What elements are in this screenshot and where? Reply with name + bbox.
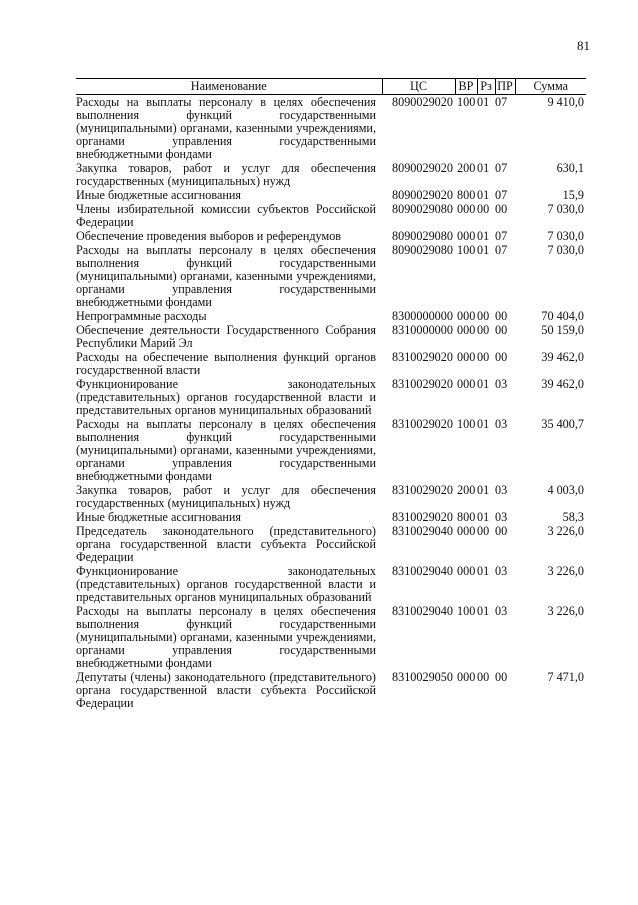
row-name <box>76 95 382 162</box>
row-rz: 00 <box>477 670 490 684</box>
row-name-text: Иные бюджетные ассигнования <box>76 510 242 524</box>
table-row <box>76 95 586 162</box>
table-row <box>76 161 586 188</box>
table-row <box>76 564 586 604</box>
row-vr: 200 <box>457 483 476 497</box>
row-vr: 100 <box>457 95 476 109</box>
budget-table <box>76 78 586 710</box>
row-sum: 9 410,0 <box>547 95 584 109</box>
row-rz: 01 <box>477 377 490 391</box>
row-name-text: Расходы на выплаты персоналу в целях обеспечения выполнения функций государственными (муниципальными) органами, казенными учреждениями, органами управления государственными внебюджетными фондами <box>76 417 376 483</box>
row-cs: 8090029080 <box>392 243 453 257</box>
row-name-text: Непрограммные расходы <box>76 309 207 323</box>
row-pr: 03 <box>495 417 508 431</box>
table-row <box>76 309 586 323</box>
table-body <box>76 95 586 711</box>
table-row <box>76 483 586 510</box>
row-cs: 8310029040 <box>392 564 453 578</box>
row-sum: 15,9 <box>562 188 584 202</box>
row-rz: 00 <box>477 524 490 538</box>
row-vr: 100 <box>457 604 476 618</box>
row-cs: 8310000000 <box>392 323 453 337</box>
row-vr: 000 <box>457 350 476 364</box>
row-rz: 01 <box>477 483 490 497</box>
row-vr: 000 <box>457 202 476 216</box>
table-header-row <box>76 79 586 95</box>
row-cs: 8310029020 <box>392 510 453 524</box>
row-rz: 00 <box>477 350 490 364</box>
row-name-text: Функционирование законодательных (представительных) органов государственной власти и представительных органов муниципальных образований <box>76 564 376 604</box>
row-pr: 07 <box>495 188 508 202</box>
row-name <box>76 202 382 229</box>
row-name <box>76 323 382 350</box>
row-rz: 01 <box>477 510 490 524</box>
row-sum: 4 003,0 <box>547 483 584 497</box>
row-name <box>76 670 382 710</box>
header-cs: ЦС <box>382 79 455 95</box>
row-sum: 39 462,0 <box>541 377 584 391</box>
row-sum: 3 226,0 <box>547 604 584 618</box>
row-pr: 00 <box>495 323 508 337</box>
row-sum: 7 030,0 <box>547 243 584 257</box>
row-rz: 01 <box>477 161 490 175</box>
row-pr: 07 <box>495 229 508 243</box>
table-row <box>76 377 586 417</box>
row-cs: 8310029020 <box>392 350 453 364</box>
table-row <box>76 604 586 670</box>
row-rz: 01 <box>477 604 490 618</box>
row-name-text: Расходы на выплаты персоналу в целях обеспечения выполнения функций государственными (муниципальными) органами, казенными учреждениями, органами управления государственными внебюджетными фондами <box>76 95 376 161</box>
row-rz: 00 <box>477 202 490 216</box>
row-vr: 000 <box>457 323 476 337</box>
page-number: 81 <box>577 38 590 53</box>
row-name <box>76 510 382 524</box>
row-vr: 100 <box>457 243 476 257</box>
row-name <box>76 161 382 188</box>
row-cs: 8310029020 <box>392 377 453 391</box>
table-row <box>76 350 586 377</box>
header-vr: ВР <box>455 79 477 95</box>
row-cs: 8310029020 <box>392 483 453 497</box>
row-name <box>76 483 382 510</box>
row-pr: 03 <box>495 510 508 524</box>
row-pr: 07 <box>495 95 508 109</box>
row-name-text: Иные бюджетные ассигнования <box>76 188 242 202</box>
row-sum: 35 400,7 <box>541 417 584 431</box>
table-row <box>76 323 586 350</box>
row-name-text: Закупка товаров, работ и услуг для обеспечения государственных (муниципальных) нужд <box>76 161 376 188</box>
row-pr: 00 <box>495 670 508 684</box>
row-name-text: Обеспечение проведения выборов и референдумов <box>76 229 342 243</box>
row-sum: 7 030,0 <box>547 202 584 216</box>
row-name-text: Обеспечение деятельности Государственного Собрания Республики Марий Эл <box>76 323 376 350</box>
row-sum: 7 471,0 <box>547 670 584 684</box>
row-vr: 000 <box>457 229 476 243</box>
row-pr: 03 <box>495 564 508 578</box>
row-pr: 00 <box>495 524 508 538</box>
row-rz: 01 <box>477 417 490 431</box>
table-row <box>76 417 586 483</box>
header-rz: Рз <box>477 79 495 95</box>
row-cs: 8090029080 <box>392 202 453 216</box>
row-vr: 000 <box>457 524 476 538</box>
row-cs: 8090029080 <box>392 229 453 243</box>
row-name <box>76 188 382 202</box>
row-cs: 8310029050 <box>392 670 453 684</box>
row-cs: 8310029040 <box>392 604 453 618</box>
row-name <box>76 243 382 309</box>
row-name-text: Закупка товаров, работ и услуг для обеспечения государственных (муниципальных) нужд <box>76 483 376 510</box>
table-row <box>76 188 586 202</box>
header-sum: Сумма <box>515 79 586 95</box>
row-pr: 07 <box>495 243 508 257</box>
row-cs: 8090029020 <box>392 95 453 109</box>
row-name-text: Расходы на выплаты персоналу в целях обеспечения выполнения функций государственными (муниципальными) органами, казенными учреждениями, органами управления государственными внебюджетными фондами <box>76 604 376 670</box>
row-sum: 7 030,0 <box>547 229 584 243</box>
row-name-text: Расходы на обеспечение выполнения функций органов государственной власти <box>76 350 376 377</box>
row-sum: 3 226,0 <box>547 524 584 538</box>
table-row <box>76 524 586 564</box>
row-vr: 000 <box>457 377 476 391</box>
row-vr: 000 <box>457 670 476 684</box>
row-vr: 800 <box>457 510 476 524</box>
row-rz: 01 <box>477 188 490 202</box>
row-vr: 000 <box>457 309 476 323</box>
row-rz: 00 <box>477 309 490 323</box>
row-name <box>76 229 382 243</box>
row-pr: 07 <box>495 161 508 175</box>
row-pr: 03 <box>495 604 508 618</box>
row-pr: 03 <box>495 377 508 391</box>
row-pr: 00 <box>495 202 508 216</box>
row-name <box>76 604 382 670</box>
row-rz: 01 <box>477 243 490 257</box>
row-pr: 00 <box>495 350 508 364</box>
table-row <box>76 202 586 229</box>
row-cs: 8310029040 <box>392 524 453 538</box>
row-cs: 8310029020 <box>392 417 453 431</box>
row-name <box>76 564 382 604</box>
row-rz: 00 <box>477 323 490 337</box>
row-vr: 100 <box>457 417 476 431</box>
row-sum: 39 462,0 <box>541 350 584 364</box>
header-pr: ПР <box>495 79 515 95</box>
row-rz: 01 <box>477 229 490 243</box>
row-name <box>76 417 382 483</box>
table-row <box>76 229 586 243</box>
row-name <box>76 350 382 377</box>
row-pr: 00 <box>495 309 508 323</box>
row-vr: 200 <box>457 161 476 175</box>
row-vr: 000 <box>457 564 476 578</box>
row-rz: 01 <box>477 95 490 109</box>
row-rz: 01 <box>477 564 490 578</box>
table-row <box>76 243 586 309</box>
header-name: Наименование <box>76 79 382 95</box>
row-name-text: Председатель законодательного (представительного) органа государственной власти субъекта Российской Федерации <box>76 524 376 564</box>
row-sum: 50 159,0 <box>541 323 584 337</box>
row-name <box>76 309 382 323</box>
row-name <box>76 524 382 564</box>
row-sum: 70 404,0 <box>541 309 584 323</box>
table-row <box>76 510 586 524</box>
row-pr: 03 <box>495 483 508 497</box>
row-cs: 8090029020 <box>392 188 453 202</box>
row-name <box>76 377 382 417</box>
row-name-text: Депутаты (члены) законодательного (представительного) органа государственной власти субъекта Российской Федерации <box>76 670 376 710</box>
row-sum: 3 226,0 <box>547 564 584 578</box>
row-cs: 8300000000 <box>392 309 453 323</box>
row-sum: 630,1 <box>556 161 584 175</box>
row-name-text: Расходы на выплаты персоналу в целях обеспечения выполнения функций государственными (муниципальными) органами, казенными учреждениями, органами управления государственными внебюджетными фондами <box>76 243 376 309</box>
row-vr: 800 <box>457 188 476 202</box>
table-row <box>76 670 586 710</box>
row-name-text: Члены избирательной комиссии субъектов Российской Федерации <box>76 202 376 229</box>
row-sum: 58,3 <box>562 510 584 524</box>
row-cs: 8090029020 <box>392 161 453 175</box>
row-name-text: Функционирование законодательных (представительных) органов государственной власти и представительных органов муниципальных образований <box>76 377 376 417</box>
